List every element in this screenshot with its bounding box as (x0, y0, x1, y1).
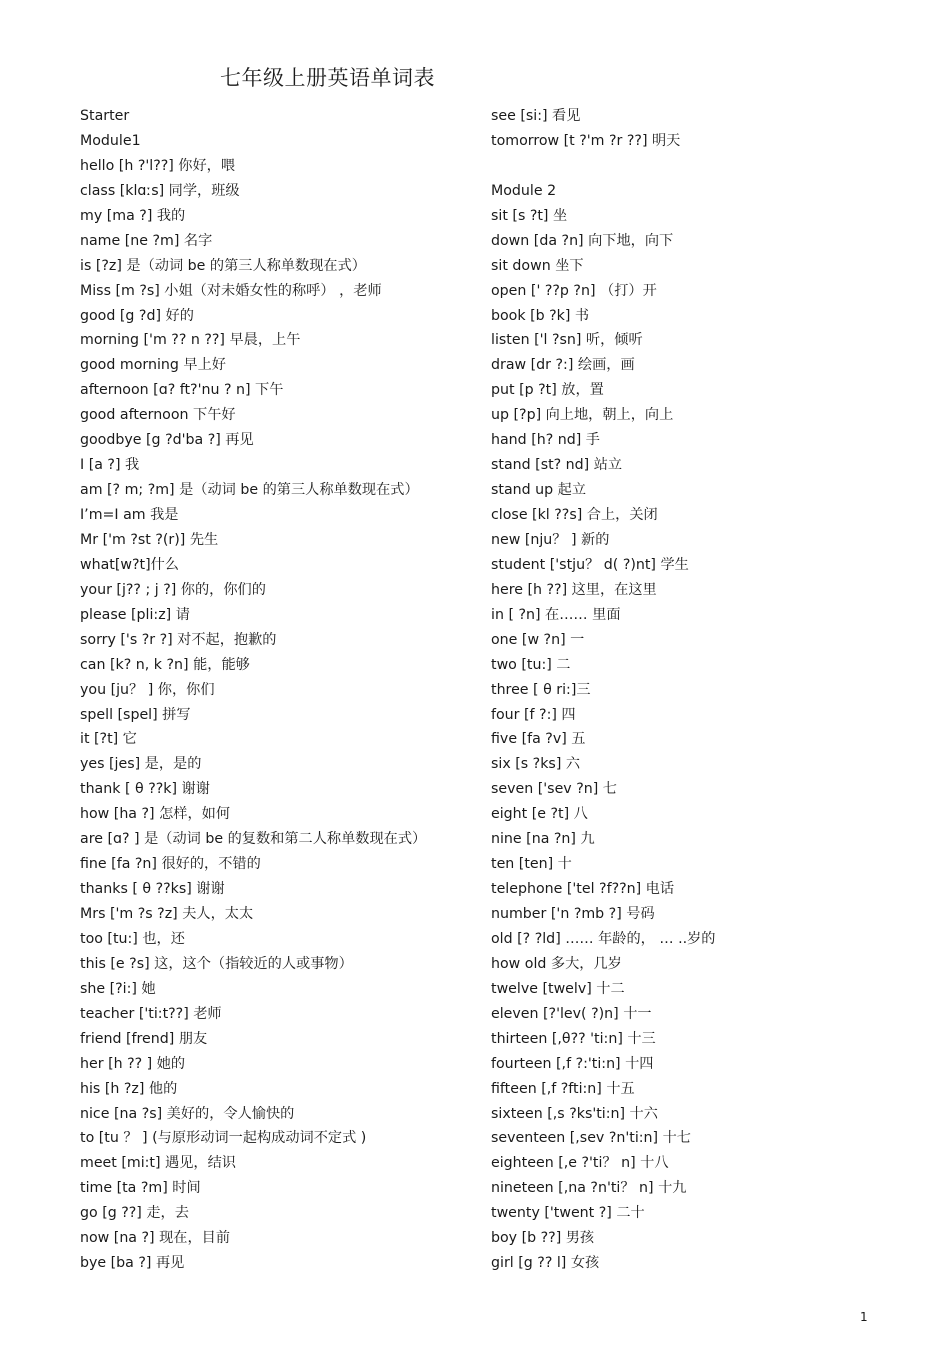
word-entry: fine [fa ?n] 很好的，不错的 (80, 856, 261, 873)
word-entry: one [w ?n] 一 (491, 631, 585, 648)
word-entry: please [pli:z] 请 (80, 606, 190, 623)
word-entry: Mrs ['m ?s ?z] 夫人，太太 (80, 906, 254, 922)
word-entry: his [h ?z] 他的 (80, 1080, 178, 1097)
word-entry: thirteen [,θ?? 'ti:n] 十三 (491, 1030, 656, 1047)
word-entry: you [ju？ ] 你，你们 (80, 681, 215, 698)
word-entry: how old 多大，几岁 (491, 955, 622, 972)
word-entry: go [g ??] 走，去 (80, 1205, 189, 1222)
word-entry: stand [st? nd] 站立 (491, 457, 623, 474)
word-entry: here [h ??] 这里，在这里 (491, 581, 657, 598)
word-entry: twenty ['twent ?] 二十 (491, 1205, 645, 1222)
word-entry: number ['n ?mb ?] 号码 (491, 906, 655, 922)
word-entry: stand up 起立 (491, 482, 587, 499)
word-entry: boy [b ??] 男孩 (491, 1230, 595, 1247)
word-entry: meet [mi:t] 遇见，结识 (80, 1155, 236, 1172)
word-entry: seventeen [,sev ?n'ti:n] 十七 (491, 1130, 691, 1147)
word-entry: Mr ['m ?st ?(r)] 先生 (80, 531, 219, 548)
word-entry: good morning 早上好 (80, 357, 226, 374)
word-entry: morning ['m ?? n ??] 早晨，上午 (80, 332, 301, 349)
word-entry: thank [ θ ??k] 谢谢 (80, 781, 210, 798)
word-entry: seven ['sev ?n] 七 (491, 781, 617, 798)
word-entry: time [ta ?m] 时间 (80, 1180, 201, 1197)
word-entry: name [ne ?m] 名字 (80, 232, 213, 249)
page-number: 1 (860, 1310, 868, 1324)
word-entry: nineteen [,na ?n'ti？ n] 十九 (491, 1180, 687, 1197)
word-entry: her [h ?? ] 她的 (80, 1055, 186, 1072)
word-entry: friend [frend] 朋友 (80, 1030, 208, 1047)
word-entry: good afternoon 下午好 (80, 407, 236, 424)
word-entry: is [?z] 是（动词 be 的第三人称单数现在式） (80, 257, 366, 274)
word-entry: ten [ten] 十 (491, 856, 572, 873)
word-entry: four [f ?:] 四 (491, 706, 576, 723)
word-entry: now [na ?] 现在，目前 (80, 1230, 231, 1247)
word-entry: hand [h? nd] 手 (491, 432, 600, 449)
word-entry: down [da ?n] 向下地，向下 (491, 232, 674, 249)
word-entry: tomorrow [t ?'m ?r ??] 明天 (491, 132, 681, 149)
word-entry: close [kl ??s] 合上，关闭 (491, 507, 658, 523)
word-entry: fourteen [,f ?:'ti:n] 十四 (491, 1055, 654, 1072)
word-entry: bye [ba ?] 再见 (80, 1255, 185, 1272)
word-entry: good [g ?d] 好的 (80, 307, 194, 324)
word-entry: I’m=I am 我是 (80, 507, 179, 523)
word-entry: draw [dr ?:] 绘画，画 (491, 357, 635, 374)
word-entry: she [?i:] 她 (80, 980, 156, 997)
word-entry: Starter (80, 108, 130, 124)
word-entry: nice [na ?s] 美好的，令人愉快的 (80, 1105, 295, 1122)
word-entry: two [tu:] 二 (491, 656, 571, 673)
word-entry: six [s ?ks] 六 (491, 756, 581, 773)
word-entry: new [nju？ ] 新的 (491, 531, 610, 548)
word-entry: in [ ?n] 在…… 里面 (491, 606, 621, 623)
word-entry: spell [spel] 拼写 (80, 706, 191, 723)
word-entry: three [ θ ri:]三 (491, 681, 591, 698)
word-entry: sit [s ?t] 坐 (491, 207, 568, 224)
word-entry: put [p ?t] 放，置 (491, 382, 604, 399)
word-entry: to [tu ？ ] (与原形动词一起构成动词不定式 ) (80, 1130, 367, 1147)
word-entry: this [e ?s] 这，这个（指较近的人或事物） (80, 955, 353, 972)
word-entry: eight [e ?t] 八 (491, 806, 588, 823)
word-entry: how [ha ?] 怎样，如何 (80, 806, 231, 823)
word-entry: what[w?t]什么 (80, 556, 179, 573)
word-entry: twelve [twelv] 十二 (491, 980, 625, 997)
word-entry: too [tu:] 也，还 (80, 930, 185, 947)
word-entry: class [klɑːs] 同学，班级 (80, 182, 240, 199)
word-entry: afternoon [ɑ? ft?'nu ? n] 下午 (80, 382, 284, 399)
word-entry: up [?p] 向上地，朝上，向上 (491, 407, 674, 424)
word-entry: your [j?? ; j ?] 你的，你们的 (80, 581, 266, 598)
word-entry: teacher ['ti:t??] 老师 (80, 1005, 222, 1022)
word-entry: open [' ??p ?n] （打）开 (491, 282, 657, 299)
word-entry: nine [na ?n] 九 (491, 831, 595, 848)
left-word-column (80, 104, 480, 1276)
word-entry: old [? ?ld] …… 年龄的， … ..岁的 (491, 930, 716, 947)
word-entry: goodbye [g ?d'ba ?] 再见 (80, 432, 254, 449)
word-entry: hello [h ?'l??] 你好，喂 (80, 157, 236, 174)
word-entry: girl [g ?? l] 女孩 (491, 1255, 600, 1272)
word-entry: I [a ?] 我 (80, 457, 140, 474)
word-entry: listen ['l ?sn] 听，倾听 (491, 332, 643, 349)
word-entry: Module1 (80, 132, 141, 149)
word-entry: can [k? n, k ?n] 能，能够 (80, 656, 250, 673)
word-entry: eighteen [,e ?'ti？ n] 十八 (491, 1155, 669, 1172)
word-entry: Miss [m ?s] 小姐（对未婚女性的称呼） ，老师 (80, 282, 382, 299)
word-entry: eleven [?'lev( ?)n] 十一 (491, 1005, 652, 1022)
word-entry: it [?t] 它 (80, 731, 137, 748)
word-entry: sit down 坐下 (491, 257, 584, 274)
word-entry: my [ma ?] 我的 (80, 207, 186, 224)
word-entry: am [? m; ?m] 是（动词 be 的第三人称单数现在式） (80, 482, 419, 499)
word-entry: see [si:] 看见 (491, 108, 581, 124)
word-entry: are [ɑ? ] 是（动词 be 的复数和第二人称单数现在式） (80, 831, 427, 848)
right-word-column (491, 104, 911, 1276)
word-entry (491, 154, 911, 179)
word-entry: student ['stju？ d( ?)nt] 学生 (491, 556, 689, 573)
word-entry: thanks [ θ ??ks] 谢谢 (80, 881, 225, 898)
word-entry: fifteen [,f ?fti:n] 十五 (491, 1080, 635, 1097)
word-entry: yes [jes] 是，是的 (80, 756, 202, 773)
word-entry: five [fa ?v] 五 (491, 731, 586, 748)
word-entry: Module 2 (491, 182, 557, 199)
word-entry: sorry ['s ?r ?] 对不起，抱歉的 (80, 631, 277, 648)
word-entry: sixteen [,s ?ks'ti:n] 十六 (491, 1105, 658, 1122)
word-entry: book [b ?k] 书 (491, 307, 590, 324)
page-title: 七年级上册英语单词表 (220, 66, 435, 90)
word-entry: telephone ['tel ?f??n] 电话 (491, 881, 675, 898)
